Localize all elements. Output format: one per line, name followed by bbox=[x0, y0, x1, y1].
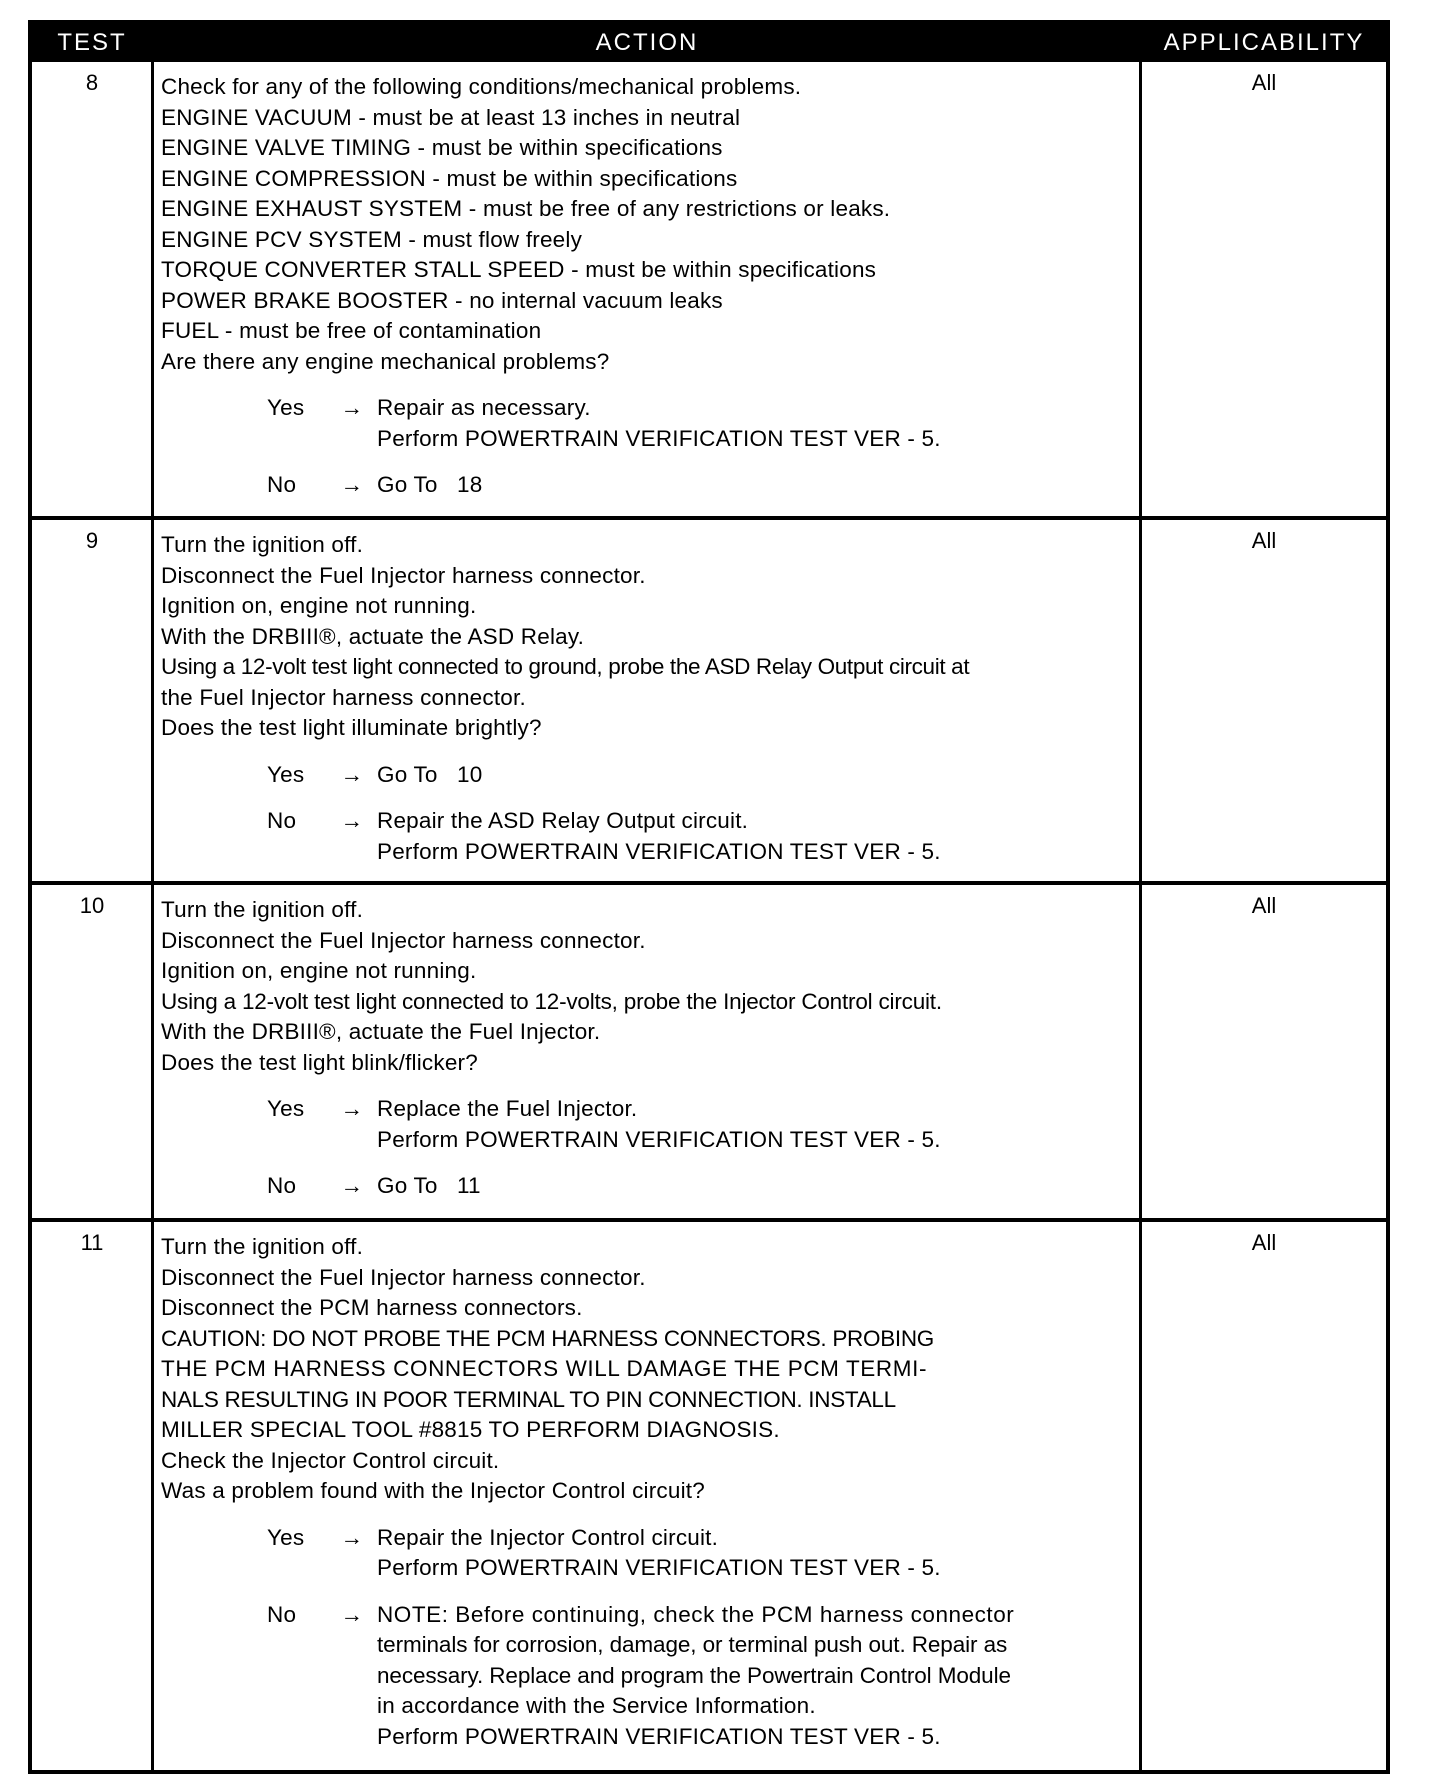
no-result bbox=[377, 470, 1136, 501]
action-line: Does the test light illuminate brightly? bbox=[161, 715, 542, 740]
right-arrow-icon: → bbox=[340, 1096, 364, 1121]
no-answer bbox=[161, 1600, 1136, 1753]
no-answer bbox=[161, 1171, 1136, 1202]
result-line: Repair the ASD Relay Output circuit. bbox=[377, 808, 749, 833]
action-line: ENGINE VACUUM - must be at least 13 inches in neutral bbox=[161, 104, 741, 130]
applicability: All bbox=[1251, 528, 1277, 553]
no-label: No bbox=[267, 1601, 297, 1627]
right-arrow-icon: → bbox=[340, 1524, 364, 1550]
result-line: Go To 10 bbox=[377, 761, 483, 787]
action-line: Ignition on, engine not running. bbox=[161, 593, 477, 618]
note-line: terminals for corrosion, damage, or terminal push out. Repair as bbox=[377, 1632, 1008, 1657]
action-line: Disconnect the Fuel Injector harness connector. bbox=[161, 562, 646, 588]
test-row-10 bbox=[32, 885, 1386, 1218]
right-arrow-icon: → bbox=[340, 1173, 364, 1198]
yes-result bbox=[377, 1094, 1136, 1155]
test-row-11 bbox=[32, 1222, 1386, 1774]
result-line: Go To 18 bbox=[377, 472, 483, 497]
yes-answer bbox=[161, 1094, 1136, 1155]
yes-label: Yes bbox=[267, 1096, 305, 1121]
action-line: With the DRBIII®, actuate the ASD Relay. bbox=[161, 623, 585, 649]
no-result bbox=[377, 1171, 1136, 1202]
action-line: Turn the ignition off. bbox=[161, 897, 364, 922]
yes-label: Yes bbox=[267, 761, 305, 787]
action-line: ENGINE PCV SYSTEM - must flow freely bbox=[161, 226, 583, 252]
test-number: 10 bbox=[79, 893, 105, 918]
result-line: Perform POWERTRAIN VERIFICATION TEST VER - 5. bbox=[377, 838, 941, 864]
diagnostic-test-table bbox=[28, 20, 1390, 1774]
yes-answer bbox=[161, 393, 1136, 454]
test-row-9 bbox=[32, 520, 1386, 881]
caution-line: CAUTION: DO NOT PROBE THE PCM HARNESS CONNECTORS. PROBING bbox=[161, 1325, 935, 1351]
action-line: ENGINE EXHAUST SYSTEM - must be free of any restrictions or leaks. bbox=[161, 196, 891, 221]
result-line: Replace the Fuel Injector. bbox=[377, 1096, 638, 1121]
action-line: TORQUE CONVERTER STALL SPEED - must be within specifications bbox=[161, 257, 877, 282]
no-answer bbox=[161, 806, 1136, 867]
action-line: With the DRBIII®, actuate the Fuel Injector. bbox=[161, 1019, 601, 1044]
action-line: Was a problem found with the Injector Control circuit? bbox=[161, 1478, 705, 1503]
yes-label: Yes bbox=[267, 395, 305, 420]
right-arrow-icon: → bbox=[340, 395, 364, 420]
action-line: ENGINE COMPRESSION - must be within specifications bbox=[161, 165, 738, 191]
result-line: Repair the Injector Control circuit. bbox=[377, 1524, 719, 1550]
action-cell bbox=[161, 530, 1136, 867]
action-line: POWER BRAKE BOOSTER - no internal vacuum leaks bbox=[161, 287, 723, 313]
action-line: Are there any engine mechanical problems? bbox=[161, 348, 610, 374]
result-line: Go To 11 bbox=[377, 1173, 481, 1198]
action-line: Disconnect the PCM harness connectors. bbox=[161, 1295, 583, 1320]
yes-answer bbox=[161, 760, 1136, 791]
yes-result bbox=[377, 393, 1136, 454]
result-line: Perform POWERTRAIN VERIFICATION TEST VER - 5. bbox=[377, 1126, 941, 1152]
no-label: No bbox=[267, 1173, 297, 1198]
test-number: 8 bbox=[85, 70, 99, 95]
right-arrow-icon: → bbox=[340, 808, 364, 833]
test-number: 11 bbox=[80, 1230, 104, 1255]
caution-line: THE PCM HARNESS CONNECTORS WILL DAMAGE THE PCM TERMI- bbox=[161, 1356, 928, 1381]
test-row-8 bbox=[32, 62, 1386, 516]
action-line: the Fuel Injector harness connector. bbox=[161, 684, 526, 710]
no-result bbox=[377, 1600, 1136, 1753]
action-line: Using a 12-volt test light connected to ground, probe the ASD Relay Output circuit at bbox=[161, 654, 970, 679]
right-arrow-icon: → bbox=[340, 1601, 364, 1627]
header-applicability: APPLICABILITY bbox=[1163, 29, 1365, 56]
no-result bbox=[377, 806, 1136, 867]
applicability: All bbox=[1251, 1230, 1277, 1255]
action-line: Disconnect the Fuel Injector harness connector. bbox=[161, 1264, 646, 1290]
caution-line: MILLER SPECIAL TOOL #8815 TO PERFORM DIAGNOSIS. bbox=[161, 1417, 780, 1442]
right-arrow-icon: → bbox=[340, 761, 364, 787]
result-line: Repair as necessary. bbox=[377, 395, 591, 420]
applicability: All bbox=[1251, 893, 1277, 918]
note-line: in accordance with the Service Information. bbox=[377, 1693, 816, 1718]
action-line: Does the test light blink/flicker? bbox=[161, 1049, 478, 1075]
note-line: necessary. Replace and program the Powertrain Control Module bbox=[377, 1662, 1011, 1688]
action-line: FUEL - must be free of contamination bbox=[161, 318, 542, 343]
action-line: Turn the ignition off. bbox=[161, 532, 364, 557]
table-header bbox=[32, 24, 1386, 62]
action-line: Check the Injector Control circuit. bbox=[161, 1447, 500, 1473]
right-arrow-icon: → bbox=[340, 472, 364, 497]
yes-result bbox=[377, 1523, 1136, 1584]
action-cell bbox=[161, 72, 1136, 501]
result-line: Perform POWERTRAIN VERIFICATION TEST VER - 5. bbox=[377, 1723, 941, 1749]
action-line: Using a 12-volt test light connected to 12-volts, probe the Injector Control circuit. bbox=[161, 988, 942, 1014]
header-test: TEST bbox=[57, 29, 127, 56]
header-action: ACTION bbox=[595, 29, 699, 56]
caution-line: NALS RESULTING IN POOR TERMINAL TO PIN CONNECTION. INSTALL bbox=[161, 1386, 896, 1412]
action-cell bbox=[161, 895, 1136, 1202]
action-line: Check for any of the following conditions/mechanical problems. bbox=[161, 74, 802, 99]
applicability: All bbox=[1251, 70, 1277, 95]
no-label: No bbox=[267, 472, 297, 497]
test-number: 9 bbox=[85, 528, 99, 553]
yes-result bbox=[377, 760, 1136, 791]
action-cell bbox=[161, 1232, 1136, 1752]
result-line: Perform POWERTRAIN VERIFICATION TEST VER - 5. bbox=[377, 425, 941, 451]
no-answer bbox=[161, 470, 1136, 501]
yes-answer bbox=[161, 1523, 1136, 1584]
action-line: Turn the ignition off. bbox=[161, 1234, 364, 1259]
action-line: Disconnect the Fuel Injector harness connector. bbox=[161, 927, 646, 953]
action-line: Ignition on, engine not running. bbox=[161, 958, 477, 983]
action-line: ENGINE VALVE TIMING - must be within specifications bbox=[161, 135, 723, 160]
yes-label: Yes bbox=[267, 1524, 305, 1550]
no-label: No bbox=[267, 808, 297, 833]
result-line: Perform POWERTRAIN VERIFICATION TEST VER - 5. bbox=[377, 1555, 941, 1580]
note-line: NOTE: Before continuing, check the PCM harness connector bbox=[377, 1601, 1015, 1627]
